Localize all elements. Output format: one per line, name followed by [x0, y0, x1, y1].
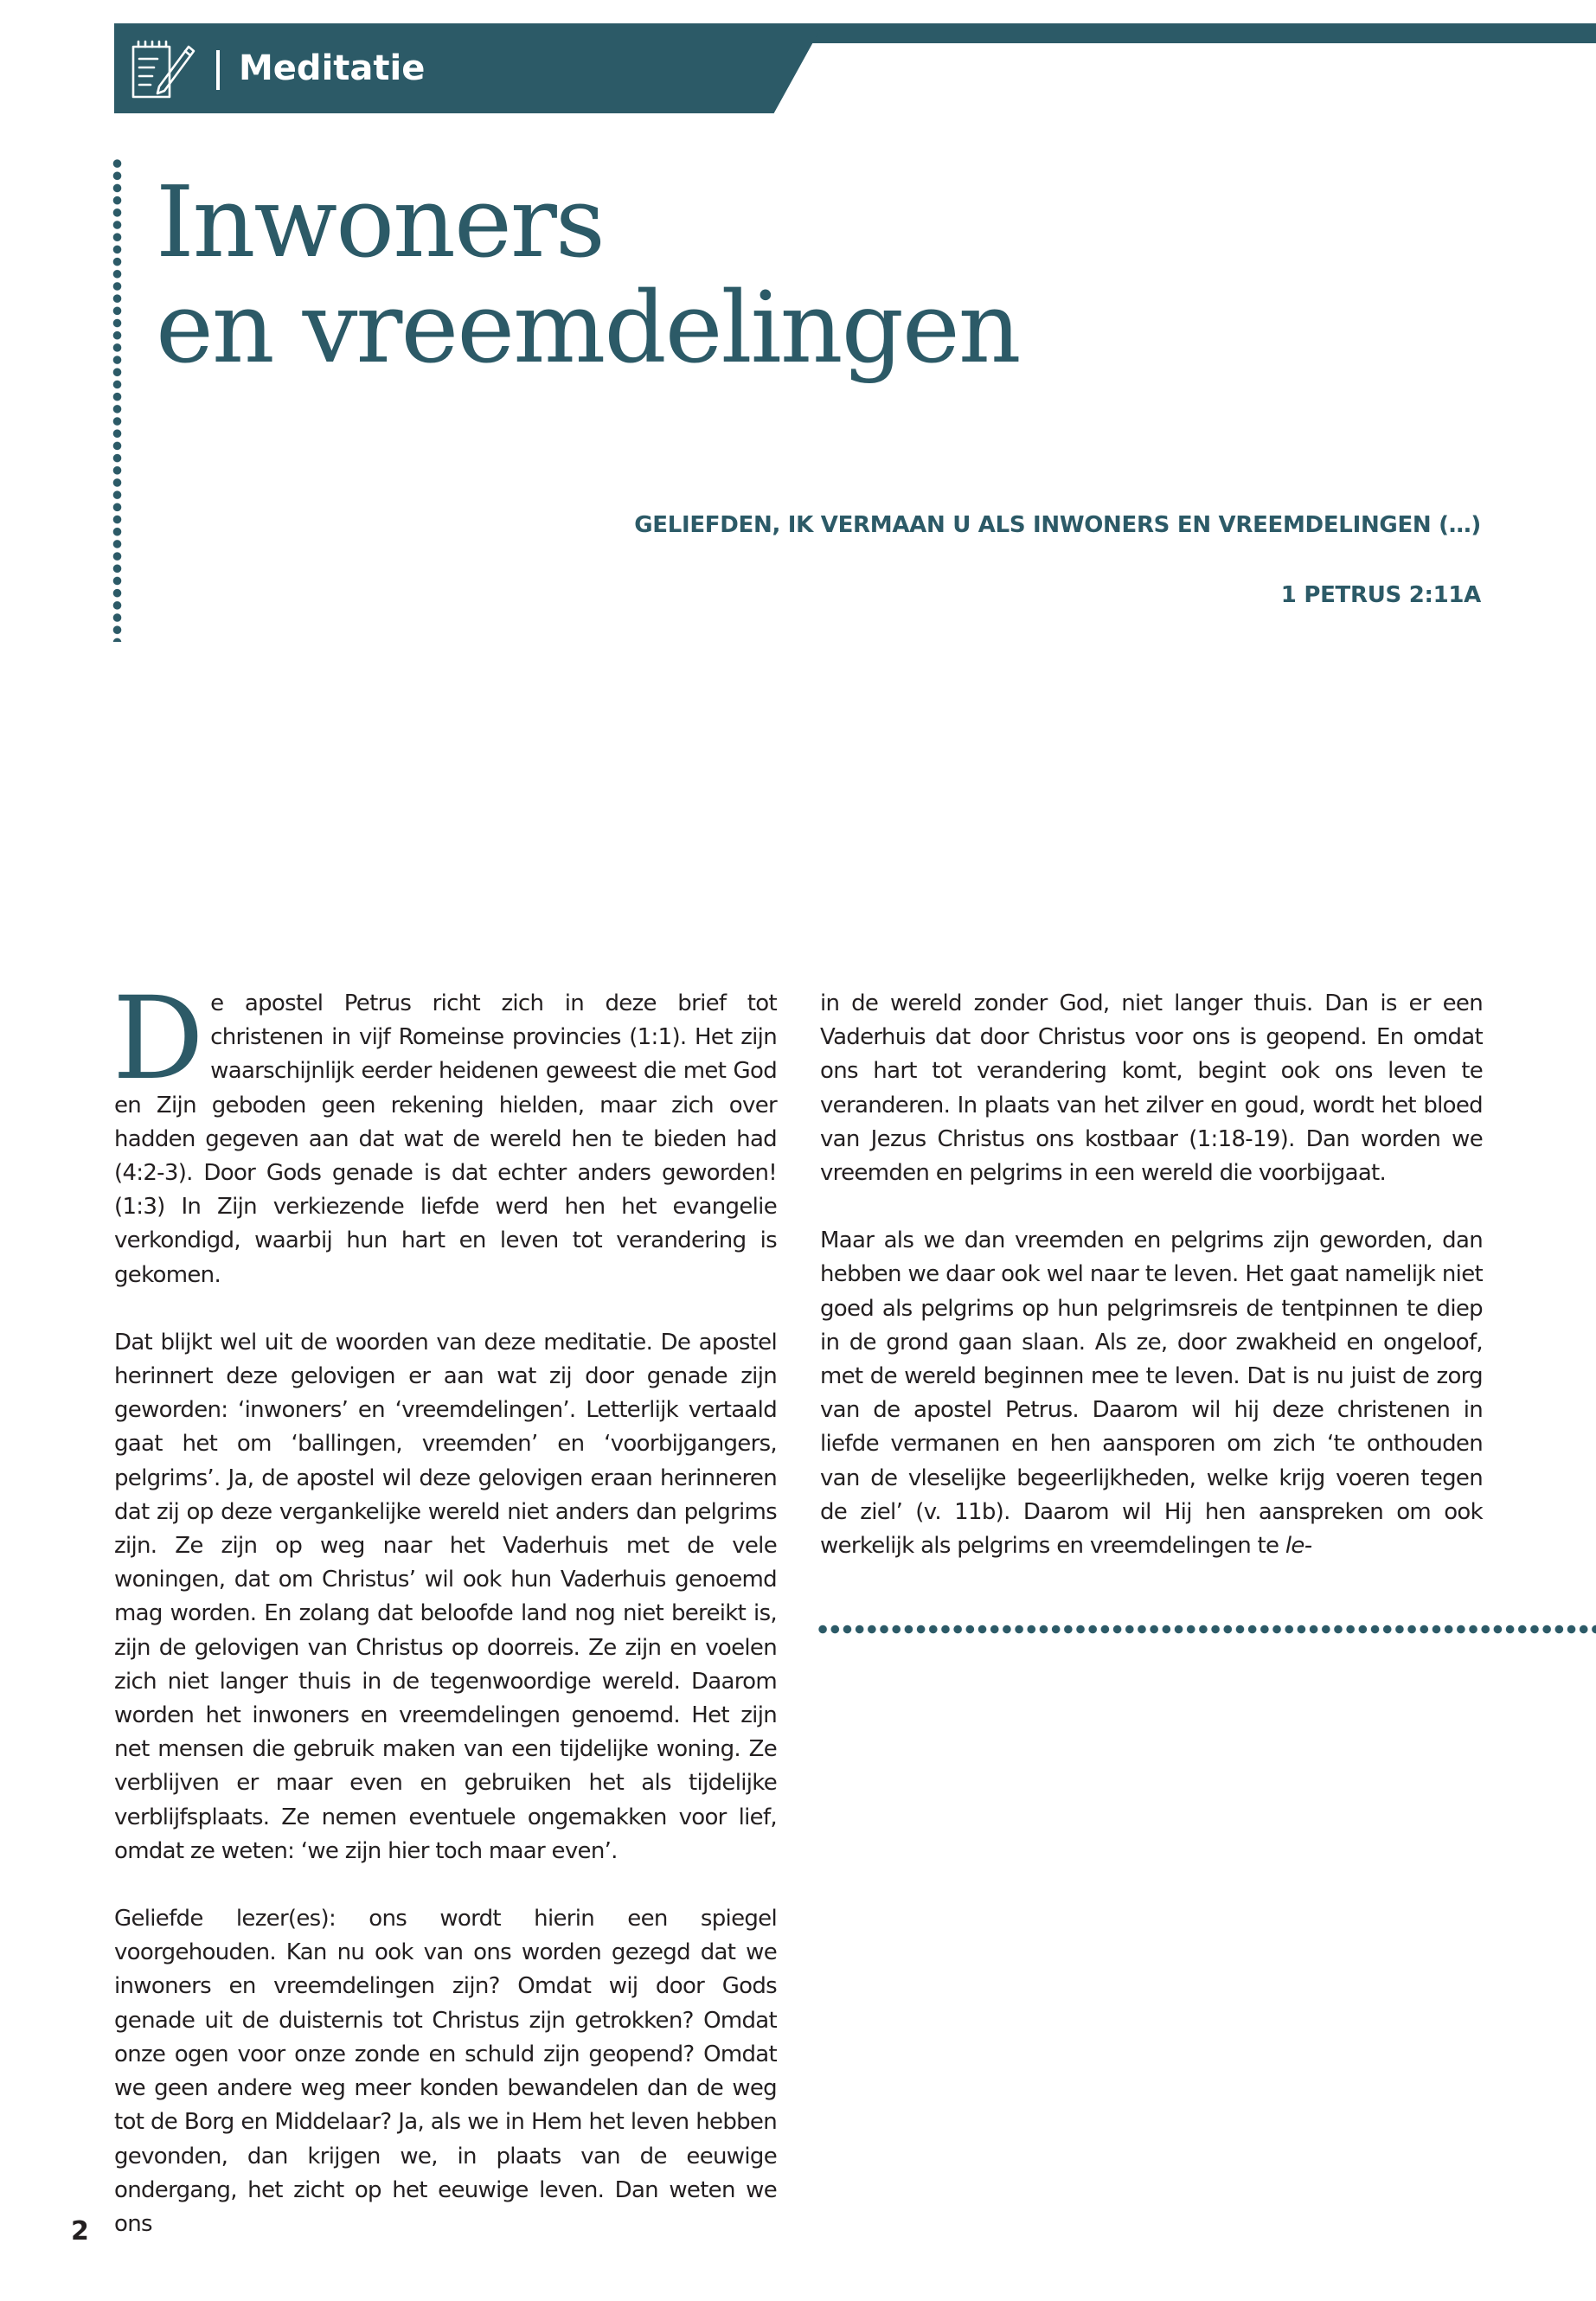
writing-notepad-icon [126, 35, 197, 102]
epigraph-quote: GELIEFDEN, IK VERMAAN U ALS INWONERS EN VREEMDELINGEN (…) [634, 512, 1481, 538]
epigraph-reference: 1 PETRUS 2:11A [1280, 582, 1481, 608]
paragraph-4: in de wereld zonder God, niet langer thuis. Dan is er een Vaderhuis dat door Christus voor ons is geopend. En omdat ons hart tot verandering komt, begint ook ons leven te veranderen. In plaats van het zilver en goud, wordt het bloed van Jezus Christus ons kostbaar (1:18-19). Dan worden we vreemden en pelgrims in een wereld die voorbijgaat. [820, 990, 1483, 1187]
article-column-left [112, 972, 777, 2275]
article-column-right [820, 987, 1483, 1597]
drop-cap: D [112, 972, 204, 1106]
paragraph-1-text: e apostel Petrus richt zich in deze brief tot christenen in vijf Romeinse provincies (1:1). Het zijn waarschijnlijk eerder heidenen geweest die met God en Zijn geboden geen rekening hielden, maar zich over hadden gegeven aan dat wat de wereld hen te bieden had (4:2-3). Door Gods genade is dat echter anders geworden! (1:3) In Zijn verkiezende liefde werd hen het evangelie verkondigd, waarbij hun hart en leven tot verandering is gekomen. [114, 990, 777, 1288]
paragraph-5-text: Maar als we dan vreemden en pelgrims zijn geworden, dan hebben we daar ook wel naar te leven. Het gaat namelijk niet goed als pelgrims op hun pelgrimsreis de tentpinnen te diep in de grond gaan slaan. Als ze, door zwakheid en ongeloof, met de wereld beginnen mee te leven. Dat is nu juist de zorg van de apostel Petrus. Daarom wil hij deze christenen in liefde vermanen en hen aansporen om zich ‘te onthouden van de vleselijke begeerlijkheden, welke krijg voeren tegen de ziel’ (v. 11b). Daarom wil Hij hen aanspreken om ook werkelijk als pelgrims en vreemdelingen te [820, 1227, 1483, 1560]
section-header-tab [114, 23, 824, 113]
paragraph-3: Geliefde lezer(es): ons wordt hierin een spiegel voorgehouden. Kan nu ook van ons worden gezegd dat we inwoners en vreemdelingen zijn? Omdat wij door Gods genade uit de duisternis tot Christus zijn getrokken? Omdat onze ogen voor onze zonde en schuld zijn geopend? Omdat we geen andere weg meer konden bewandelen dan de weg tot de Borg en Middelaar? Ja, als we in Hem het leven hebben gevonden, dan krijgen we, in plaats van de eeuwige ondergang, het zicht op het eeuwige leven. Dan weten we ons [114, 1906, 777, 2237]
paragraph-5-italic-tail: le- [1285, 1533, 1312, 1560]
paragraph-5 [820, 1224, 1483, 1563]
section-label: Meditatie [239, 48, 426, 88]
paragraph-2: Dat blijkt wel uit de woorden van deze meditatie. De apostel herinnert deze gelovigen er aan wat zij door genade zijn geworden: ‘inwoners’ en ‘vreemdelingen’. Letterlijk vertaald gaat het om ‘ballingen, vreemden’ en ‘voorbijgangers, pelgrims’. Ja, de apostel wil deze gelovigen eraan herinneren dat zij op deze vergankelijke wereld niet anders dan pelgrims zijn. Ze zijn op weg naar het Vaderhuis met de vele woningen, dat om Christus’ wil ook hun Vaderhuis genoemd mag worden. En zolang dat beloofde land nog niet bereikt is, zijn de gelovigen van Christus op doorreis. Ze zijn en voelen zich niet langer thuis in de tegenwoordige wereld. Daarom worden het inwoners en vreemdelingen genoemd. Het zijn net mensen die gebruik maken van een tijdelijke woning. Ze verblijven er maar even en gebruiken het als tijdelijke verblijfsplaats. Ze nemen eventuele ongemakken voor lief, omdat ze weten: ‘we zijn hier toch maar even’. [114, 1329, 777, 1864]
paragraph-1 [112, 972, 777, 1292]
article-title [156, 165, 1020, 385]
page-number: 2 [71, 2216, 89, 2247]
vertical-dotted-rule [112, 157, 122, 642]
header-separator [216, 50, 220, 90]
title-line-2: en vreemdelingen [156, 271, 1020, 385]
title-line-1: Inwoners [156, 165, 604, 279]
horizontal-dotted-rule [817, 1625, 1596, 1634]
